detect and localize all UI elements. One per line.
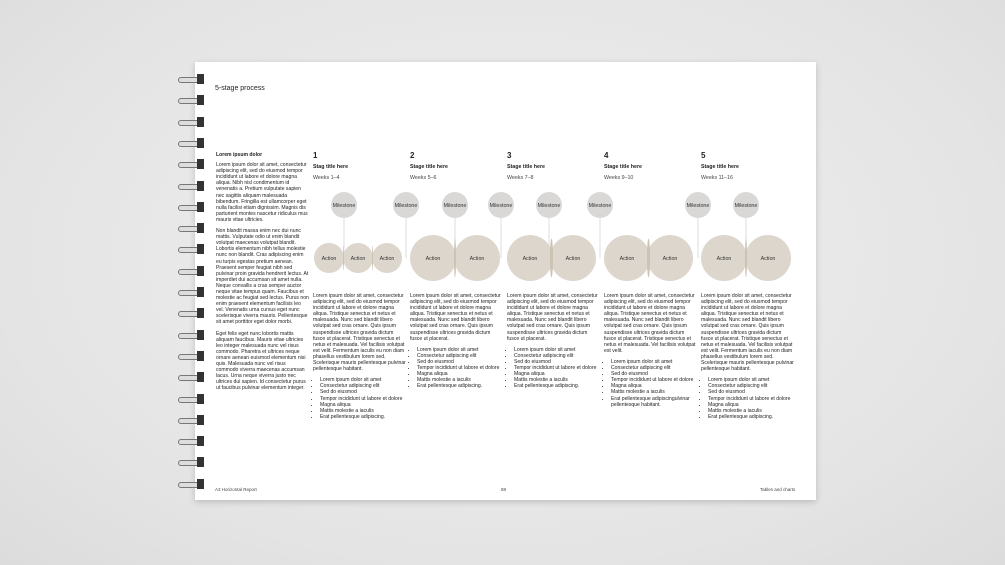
bullet-item: • Magna aliqua <box>708 402 794 408</box>
page-number: 88 <box>501 487 507 492</box>
bullet-item: • Sed do eiusmod <box>708 389 794 395</box>
action-overlap <box>745 238 747 277</box>
footer-left: A3 Horizontal Report <box>215 487 257 492</box>
milestone-label: Milestone <box>443 202 467 209</box>
action-label: Action <box>662 255 678 262</box>
bullet-item: • Magna aliqua <box>611 383 697 389</box>
stage-text: Lorem ipsum dolor sit amet, consectetur adipiscing elit, sed do eiusmod tempor incididunt ut labore et dolore magna aliqua. Tristique senectus et netus et malesuada. Nunc sed blandit libero volutpat sed cras ornare. Quis ipsum suspendisse ultrices gravida dictum fusce ut placerat. Tristique senectus et netus et malesuada. Vel facilisis volutpat est velit. Fermentum iaculis eu non diam phasellus vestibulum lorem sed. Scelerisque mauris pellentesque pulvinar pellentesque habitant. <box>313 293 406 373</box>
action-label: Action <box>379 255 395 262</box>
bullet-item: • Consectetur adipiscing elit <box>514 353 600 359</box>
bullet-item: • Sed do eiusmod <box>611 371 697 377</box>
milestone-label: Milestone <box>489 202 513 209</box>
action-overlap <box>550 238 553 277</box>
intro-heading: Lorem ipsum dolor <box>216 152 263 158</box>
bullet-item: • Consectetur adipiscing elit <box>417 353 503 359</box>
bullet-item: • Lorem ipsum dolor sit amet <box>417 347 503 353</box>
action-overlap <box>454 238 456 277</box>
action-label: Action <box>321 255 337 262</box>
bullet-item: • Erat pellentesque adipiscingulvinar pellentesque habitant. <box>611 396 697 408</box>
action-label: Action <box>425 255 441 262</box>
intro-paragraph: Non blandit massa enim nec dui nunc mattis. Vulputate odio ut enim blandit volutpat maecenas volutpat blandit. Lobortis elementum nibh tellus molestie nunc non blandit. Cras adipiscing enim eu turpis egestas pretium aenean. Praesent semper feugiat nibh sed pulvinar proin gravida hendrerit lectus. At imperdiet dui accumsan sit amet nulla. Neque convallis a cras semper auctor neque vitae tempus quam. Faucibus et molestie ac feugiat sed lectus. Purus non enim praesent elementum facilisis leo vel. Venenatis urna cursus eget nunc scelerisque viverra mauris. Pellentesque sit amet porttitor eget dolor morbi. <box>216 228 309 326</box>
stage-text: Lorem ipsum dolor sit amet, consectetur adipiscing elit, sed do eiusmod tempor incididunt ut labore et dolore magna aliqua. Tristique senectus et netus et malesuada. Nunc sed blandit libero volutpat sed cras ornare. Quis ipsum suspendisse ultrices gravida dictum fusce ut placerat. <box>507 293 598 342</box>
action-overlap <box>343 245 344 271</box>
action-label: Action <box>469 255 485 262</box>
stage-number: 2 <box>410 151 415 160</box>
milestone-label: Milestone <box>588 202 612 209</box>
action-label: Action <box>565 255 581 262</box>
bullet-item: • Tempor incididunt ut labore et dolore <box>708 396 794 402</box>
footer-right: Tables and charts <box>760 487 796 492</box>
stage-number: 4 <box>604 151 609 160</box>
stage-weeks: Weeks 11–16 <box>701 175 733 181</box>
bullet-item: • Consectetur adipiscing elit <box>320 383 406 389</box>
bullet-item: • Mattis molestie a iaculis <box>708 408 794 414</box>
action-label: Action <box>522 255 538 262</box>
bullet-item: • Tempor incididunt ut labore et dolore <box>611 377 697 383</box>
bullet-item: • Mattis molestie a iaculis <box>611 389 697 395</box>
milestone-label: Milestone <box>332 202 356 209</box>
bullet-item: • Magna aliqua <box>417 371 503 377</box>
milestone-label: Milestone <box>686 202 710 209</box>
bullet-item: • Erat pellentesque adipiscing. <box>320 414 406 420</box>
bullet-item: • Lorem ipsum dolor sit amet <box>320 377 406 383</box>
bullet-item: • Erat pellentesque adipiscing. <box>708 414 794 420</box>
stage-text: Lorem ipsum dolor sit amet, consectetur adipiscing elit, sed do eiusmod tempor incididunt ut labore et dolore magna aliqua. Tristique senectus et netus et malesuada. Nunc sed blandit libero volutpat sed cras ornare. Quis ipsum suspendisse ultrices gravida dictum fusce ut placerat. Tristique senectus et netus et malesuada. Vel facilisis volutpat est velit. <box>604 293 696 354</box>
stage-title: Stag title here <box>313 164 349 170</box>
stage-weeks: Weeks 9–10 <box>604 175 634 181</box>
stage-number: 5 <box>701 151 706 160</box>
intro-paragraph: Lorem ipsum dolor sit amet, consectetur adipiscing elit, sed do eiusmod tempor incididunt ut labore et dolore magna aliqua. Nibh nisl condimentum id venenatis a. Pretium vulputate sapien nec sagittis aliquam malesuada bibendum. Fringilla est ullamcorper eget nulla facilisi etiam dignissim. Magnis dis parturient montes nascetur ridiculus mus mauris vitae ultricies. <box>216 162 308 223</box>
bullet-item: • Lorem ipsum dolor sit amet <box>708 377 794 383</box>
action-label: Action <box>716 255 732 262</box>
bullet-item: • Magna aliqua <box>320 402 406 408</box>
bullet-item: • Lorem ipsum dolor sit amet <box>514 347 600 353</box>
bullet-item: • Erat pellentesque adipiscing. <box>417 383 503 389</box>
bullet-item: • Sed do eiusmod <box>417 359 503 365</box>
stage-title: Stage title here <box>701 164 739 170</box>
page-title: 5-stage process <box>215 85 265 92</box>
stage-title: Stage title here <box>410 164 448 170</box>
bullet-item: • Tempor incididunt ut labore et dolore <box>514 365 600 371</box>
action-overlap <box>647 238 650 277</box>
bullet-item: • Lorem ipsum dolor sit amet <box>611 359 697 365</box>
stage-number: 1 <box>313 151 318 160</box>
bullet-item: • Consectetur adipiscing elit <box>611 365 697 371</box>
action-label: Action <box>619 255 635 262</box>
bullet-item: • Mattis molestie a iaculis <box>514 377 600 383</box>
stage-weeks: Weeks 1–4 <box>313 175 340 181</box>
bullet-item: • Consectetur adipiscing elit <box>708 383 794 389</box>
milestone-label: Milestone <box>394 202 418 209</box>
stage-text: Lorem ipsum dolor sit amet, consectetur adipiscing elit, sed do eiusmod tempor incididunt ut labore et dolore magna aliqua. Tristique senectus et netus et malesuada. Nunc sed blandit libero volutpat sed cras ornare. Quis ipsum suspendisse ultrices gravida dictum fusce ut placerat. <box>410 293 501 342</box>
bullet-item: • Magna aliqua <box>514 371 600 377</box>
bullet-item: • Mattis molestie a iaculis <box>417 377 503 383</box>
bullet-item: • Sed do eiusmod <box>514 359 600 365</box>
milestone-label: Milestone <box>537 202 561 209</box>
milestone-label: Milestone <box>734 202 758 209</box>
stage-title: Stage title here <box>604 164 642 170</box>
stage-title: Stage title here <box>507 164 545 170</box>
stage-text: Lorem ipsum dolor sit amet, consectetur adipiscing elit, sed do eiusmod tempor incididunt ut labore et dolore magna aliqua. Tristique senectus et netus et malesuada. Nunc sed blandit libero volutpat sed cras ornare. Quis ipsum suspendisse ultrices gravida dictum fusce ut placerat. Tristique senectus et netus et malesuada. Vel facilisis volutpat est velit. Fermentum iaculis eu non diam phasellus vestibulum lorem sed. Scelerisque mauris pellentesque pulvinar pellentesque habitant. <box>701 293 794 373</box>
action-label: Action <box>760 255 776 262</box>
bullet-item: • Erat pellentesque adipiscing. <box>514 383 600 389</box>
bullet-item: • Tempor incididunt ut labore et dolore <box>417 365 503 371</box>
stage-weeks: Weeks 5–6 <box>410 175 437 181</box>
bullet-item: • Mattis molestie a iaculis <box>320 408 406 414</box>
intro-paragraph: Eget felis eget nunc lobortis mattis aliquam faucibus. Mauris vitae ultricies leo integer malesuada nunc vel risus commodo. Pharetra et ultrices neque ornare aenean euismod elementum nisi quis. Malesuada nunc vel risus commodo viverra maecenas accumsan lacus. Urna neque viverra justo nec ultrices dui sapien. Id consectetur purus ut faucibus pulvinar elementum integer. <box>216 330 306 392</box>
stage-number: 3 <box>507 151 512 160</box>
bullet-item: • Tempor incididunt ut labore et dolore <box>320 396 406 402</box>
bullet-item: • Sed do eiusmod <box>320 389 406 395</box>
action-overlap <box>372 245 373 271</box>
action-label: Action <box>350 255 366 262</box>
stage-weeks: Weeks 7–8 <box>507 175 534 181</box>
